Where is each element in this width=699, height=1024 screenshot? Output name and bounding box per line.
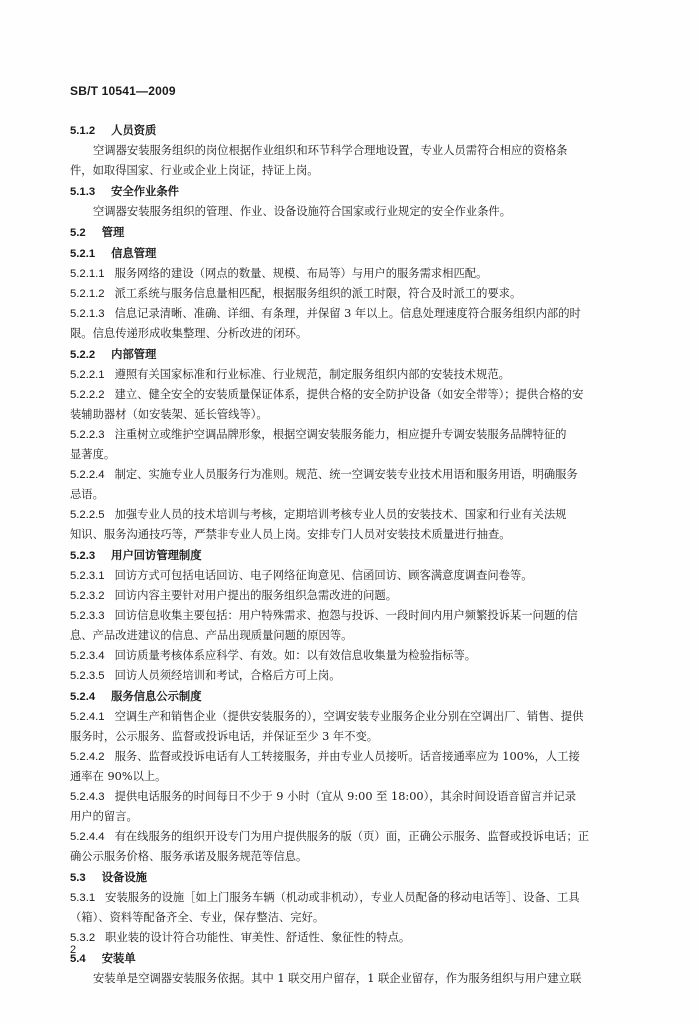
- section-number: 5.2.2: [70, 349, 96, 361]
- clause-text: 回访方式可包括电话回访、电子网络征询意见、信函回访、顾客满意度调查问卷等。: [114, 569, 533, 582]
- section-number: 5.2.3: [70, 550, 96, 562]
- clause-number: 5.2.2.4: [70, 469, 105, 481]
- clause-continuation-line: [70, 908, 630, 928]
- section-number: 5.3: [70, 872, 86, 884]
- clause-first-line: [70, 505, 630, 525]
- clause-text: 忌语。: [70, 488, 104, 501]
- clause-number: 5.3.1: [70, 892, 96, 904]
- section-heading: [70, 545, 630, 566]
- clause-first-line: [70, 284, 630, 304]
- clause-number: 5.2.4.4: [70, 831, 105, 843]
- clause-continuation-line: [70, 525, 630, 545]
- clause-first-line: [70, 304, 630, 324]
- section-title: 信息管理: [111, 246, 157, 260]
- clause-first-line: [70, 385, 630, 405]
- paragraph-line: 安装单是空调器安装服务依据。其中 1 联交用户留存，1 联企业留存，作为服务组织与用户建立联: [93, 972, 582, 985]
- clause-text: 遵照有关国家标准和行业标准、行业规范，制定服务组织内部的安装技术规范。: [114, 368, 510, 381]
- clause-number: 5.2.4.2: [70, 751, 105, 763]
- section-heading: [70, 222, 630, 243]
- section-title: 安装单: [101, 951, 136, 965]
- clause-continuation-line: [70, 626, 630, 646]
- clause-first-line: [70, 465, 630, 485]
- clause-number: 5.2.1.3: [70, 308, 105, 320]
- clause-text: 回访信息收集主要包括：用户特殊需求、抱怨与投诉、一段时间内用户频繁投诉某一问题的信: [114, 609, 578, 622]
- section-title: 服务信息公示制度: [111, 689, 202, 703]
- clause-text: 服务、监督或投诉电话有人工转接服务，并由专业人员接听。话音接通率应为 100%，人工接: [114, 750, 580, 763]
- clause-number: 5.2.3.5: [70, 670, 105, 682]
- clause-first-line: [70, 425, 630, 445]
- clause-first-line: [70, 586, 630, 606]
- clause-continuation-line: [70, 807, 630, 827]
- clause-text: 加强专业人员的技术培训与考核，定期培训考核专业人员的安装技术、国家和行业有关法规: [114, 508, 567, 521]
- section-number: 5.2.4: [70, 691, 96, 703]
- clause-text: 装辅助器材（如安装架、延长管线等）。: [70, 408, 268, 421]
- section-title: 内部管理: [111, 347, 157, 361]
- clause-text: 制定、实施专业人员服务行为准则。规范、统一空调安装专业技术用语和服务用语，明确服务: [114, 468, 578, 481]
- clause-continuation-line: [70, 324, 630, 344]
- section-title: 人员资质: [111, 123, 157, 137]
- section-heading: [70, 948, 630, 969]
- clause-text: 知识、服务沟通技巧等，严禁非专业人员上岗。安排专门人员对安装技术质量进行抽查。: [70, 528, 511, 541]
- standard-code: SB/T 10541—2009: [70, 84, 176, 98]
- document-body: [70, 120, 630, 989]
- section-number: 5.2.1: [70, 248, 96, 260]
- section-heading: [70, 344, 630, 365]
- clause-number: 5.2.3.1: [70, 570, 105, 582]
- clause-first-line: [70, 365, 630, 385]
- clause-first-line: [70, 888, 630, 908]
- clause-number: 5.2.4.1: [70, 711, 105, 723]
- section-title: 设备设施: [101, 870, 147, 884]
- section-number: 5.4: [70, 953, 86, 965]
- clause-first-line: [70, 787, 630, 807]
- clause-text: 注重树立或维护空调品牌形象，根据空调安装服务能力，相应提升专调安装服务品牌特征的: [114, 428, 567, 441]
- clause-number: 5.2.2.3: [70, 429, 105, 441]
- section-title: 管理: [101, 225, 125, 239]
- clause-text: 有在线服务的组织开设专门为用户提供服务的版（页）面，正确公示服务、监督或投诉电话；正: [114, 830, 590, 843]
- clause-first-line: [70, 666, 630, 686]
- section-heading: [70, 181, 630, 202]
- clause-text: 职业装的设计符合功能性、审美性、舒适性、象征性的特点。: [105, 931, 411, 944]
- clause-continuation-line: [70, 485, 630, 505]
- section-title: 用户回访管理制度: [111, 548, 202, 562]
- clause-number: 5.2.2.2: [70, 389, 105, 401]
- clause-number: 5.2.2.1: [70, 369, 105, 381]
- clause-first-line: [70, 747, 630, 767]
- clause-first-line: [70, 928, 630, 948]
- clause-number: 5.2.1.1: [70, 268, 105, 280]
- clause-number: 5.2.3.2: [70, 590, 105, 602]
- clause-text: 回访内容主要针对用户提出的服务组织急需改进的问题。: [114, 589, 397, 602]
- clause-text: 息、产品改进建议的信息、产品出现质量问题的原因等。: [70, 629, 353, 642]
- clause-continuation-line: [70, 445, 630, 465]
- clause-text: 通率在 90%以上。: [70, 770, 167, 783]
- clause-text: 限。信息传递形成收集整理、分析改进的闭环。: [70, 327, 308, 340]
- clause-text: 派工系统与服务信息量相匹配，根据服务组织的派工时限，符合及时派工的要求。: [114, 287, 522, 300]
- clause-text: 信息记录清晰、准确、详细、有条理，并保留 3 年以上。信息处理速度符合服务组织内部的时: [114, 307, 581, 320]
- clause-text: 显著度。: [70, 448, 116, 461]
- section-heading: [70, 243, 630, 264]
- clause-text: 确公示服务价格、服务承诺及服务规范等信息。: [70, 850, 308, 863]
- paragraph-line: 空调器安装服务组织的岗位根据作业组织和环节科学合理地设置，专业人员需符合相应的资格条: [93, 144, 568, 157]
- section-number: 5.1.3: [70, 186, 96, 198]
- clause-continuation-line: [70, 405, 630, 425]
- clause-text: 建立、健全安全的安装质量保证体系，提供合格的安全防护设备（如安全带等）；提供合格的安: [114, 388, 584, 401]
- clause-number: 5.2.2.5: [70, 509, 105, 521]
- section-heading: [70, 686, 630, 707]
- clause-continuation-line: [70, 767, 630, 787]
- clause-first-line: [70, 606, 630, 626]
- clause-text: 安装服务的设施［如上门服务车辆（机动或非机动），专业人员配备的移动电话等］、设备、工具: [105, 891, 580, 904]
- clause-continuation-line: [70, 847, 630, 867]
- clause-text: （箱）、资料等配备齐全、专业，保存整洁、完好。: [70, 911, 325, 924]
- clause-text: 服务网络的建设（网点的数量、规模、布局等）与用户的服务需求相匹配。: [114, 267, 488, 280]
- clause-number: 5.3.2: [70, 932, 96, 944]
- clause-number: 5.2.3.3: [70, 610, 105, 622]
- clause-continuation-line: [70, 727, 630, 747]
- section-number: 5.1.2: [70, 125, 96, 137]
- clause-first-line: [70, 264, 630, 284]
- clause-text: 服务时，公示服务、监督或投诉电话，并保证至少 3 年不变。: [70, 730, 379, 743]
- section-number: 5.2: [70, 227, 86, 239]
- clause-text: 用户的留言。: [70, 810, 138, 823]
- clause-number: 5.2.4.3: [70, 791, 105, 803]
- section-heading: [70, 120, 630, 141]
- paragraph-line: 空调器安装服务组织的管理、作业、设备设施符合国家或行业规定的安全作业条件。: [93, 205, 511, 218]
- clause-first-line: [70, 827, 630, 847]
- clause-number: 5.2.1.2: [70, 288, 105, 300]
- clause-number: 5.2.3.4: [70, 650, 105, 662]
- clause-text: 回访质量考核体系应科学、有效。如：以有效信息收集量为检验指标等。: [114, 649, 477, 662]
- page-number: 2: [70, 944, 77, 956]
- clause-first-line: [70, 707, 630, 727]
- clause-text: 提供电话服务的时间每日不少于 9 小时（宜从 9:00 至 18:00），其余时间设语音留言并记录: [114, 790, 577, 803]
- clause-text: 空调生产和销售企业（提供安装服务的），空调安装专业服务企业分别在空调出厂、销售、提供: [114, 710, 584, 723]
- paragraph-line: 件，如取得国家、行业或企业上岗证，持证上岗。: [70, 164, 319, 177]
- clause-first-line: [70, 566, 630, 586]
- section-heading: [70, 867, 630, 888]
- section-title: 安全作业条件: [111, 184, 179, 198]
- clause-text: 回访人员须经培训和考试，合格后方可上岗。: [114, 669, 341, 682]
- clause-first-line: [70, 646, 630, 666]
